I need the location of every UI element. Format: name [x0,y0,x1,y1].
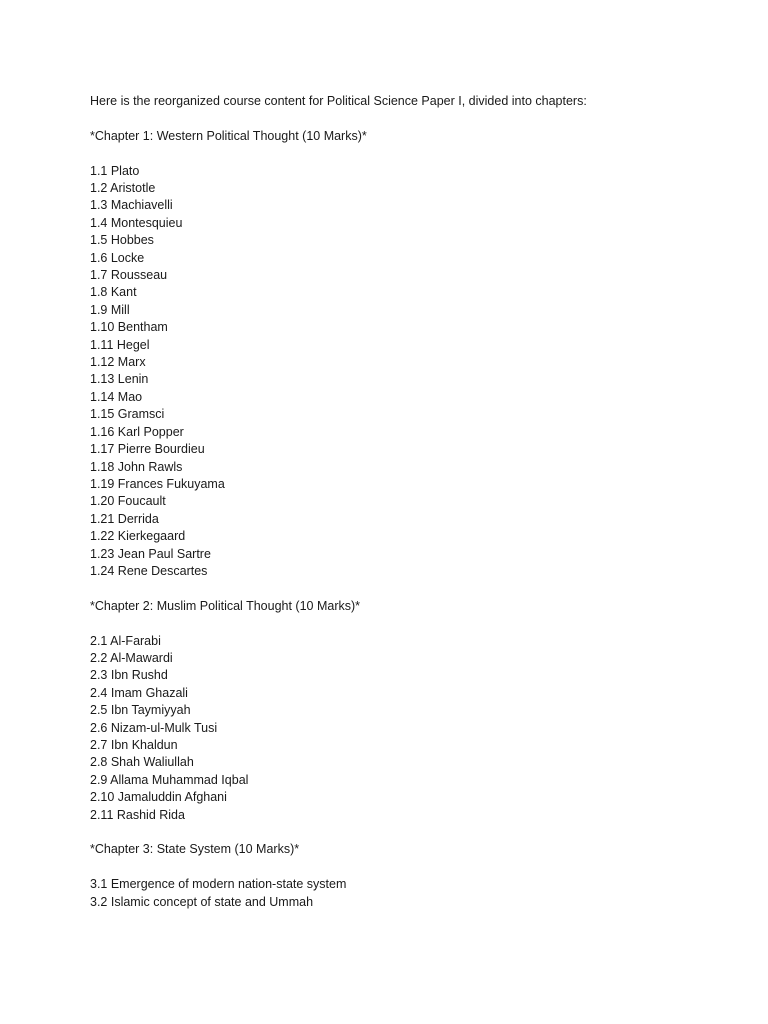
list-item: 1.10 Bentham [90,320,168,335]
list-item: 2.2 Al-Mawardi [90,650,173,665]
document-page [90,93,730,928]
list-item: 1.21 Derrida [90,511,159,526]
list-item: 2.7 Ibn Khaldun [90,737,178,752]
list-item: 1.20 Foucault [90,494,166,509]
list-item: 2.9 Allama Muhammad Iqbal [90,772,249,787]
list-item: 1.7 Rousseau [90,268,168,283]
chapter-title: *Chapter 2: Muslim Political Thought (10 Marks)* [90,598,361,613]
list-item: 1.23 Jean Paul Sartre [90,546,211,561]
list-item: 2.5 Ibn Taymiyyah [90,703,191,718]
list-item: 1.15 Gramsci [90,407,165,422]
list-item: 1.9 Mill [90,302,130,317]
list-item: 2.4 Imam Ghazali [90,685,188,700]
list-item: 1.8 Kant [90,285,137,300]
list-item: 1.1 Plato [90,163,140,178]
list-item: 1.2 Aristotle [90,181,156,195]
list-item: 1.4 Montesquieu [90,215,183,230]
list-item: 2.6 Nizam-ul-Mulk Tusi [90,720,218,735]
list-item: 2.3 Ibn Rushd [90,668,168,683]
list-item: 1.19 Frances Fukuyama [90,476,225,491]
list-item: 3.2 Islamic concept of state and Ummah [90,894,314,909]
chapter-title: *Chapter 1: Western Political Thought (10 Marks)* [90,128,367,143]
chapter-item-list [90,163,730,581]
list-item: 1.5 Hobbes [90,233,154,248]
intro-paragraph: Here is the reorganized course content for Political Science Paper I, divided into chapters: [90,94,587,108]
list-item: 1.18 John Rawls [90,459,183,474]
list-item: 1.12 Marx [90,355,146,370]
list-item: 1.13 Lenin [90,372,149,387]
chapter-item-list [90,633,730,824]
chapter-item-list [90,876,730,911]
list-item: 1.14 Mao [90,389,143,404]
chapter-1 [90,128,730,581]
list-item: 1.3 Machiavelli [90,198,173,213]
chapter-2 [90,598,730,824]
list-item: 2.1 Al-Farabi [90,633,161,648]
list-item: 2.11 Rashid Rida [90,807,185,822]
list-item: 1.6 Locke [90,250,145,265]
list-item: 2.10 Jamaluddin Afghani [90,790,227,805]
list-item: 2.8 Shah Waliullah [90,755,194,770]
list-item: 3.1 Emergence of modern nation-state system [90,877,347,892]
list-item: 1.16 Karl Popper [90,424,184,439]
list-item: 1.11 Hegel [90,337,150,352]
list-item: 1.17 Pierre Bourdieu [90,442,205,457]
list-item: 1.22 Kierkegaard [90,529,186,544]
list-item: 1.24 Rene Descartes [90,563,208,578]
chapter-title: *Chapter 3: State System (10 Marks)* [90,842,300,857]
chapter-3 [90,841,730,911]
